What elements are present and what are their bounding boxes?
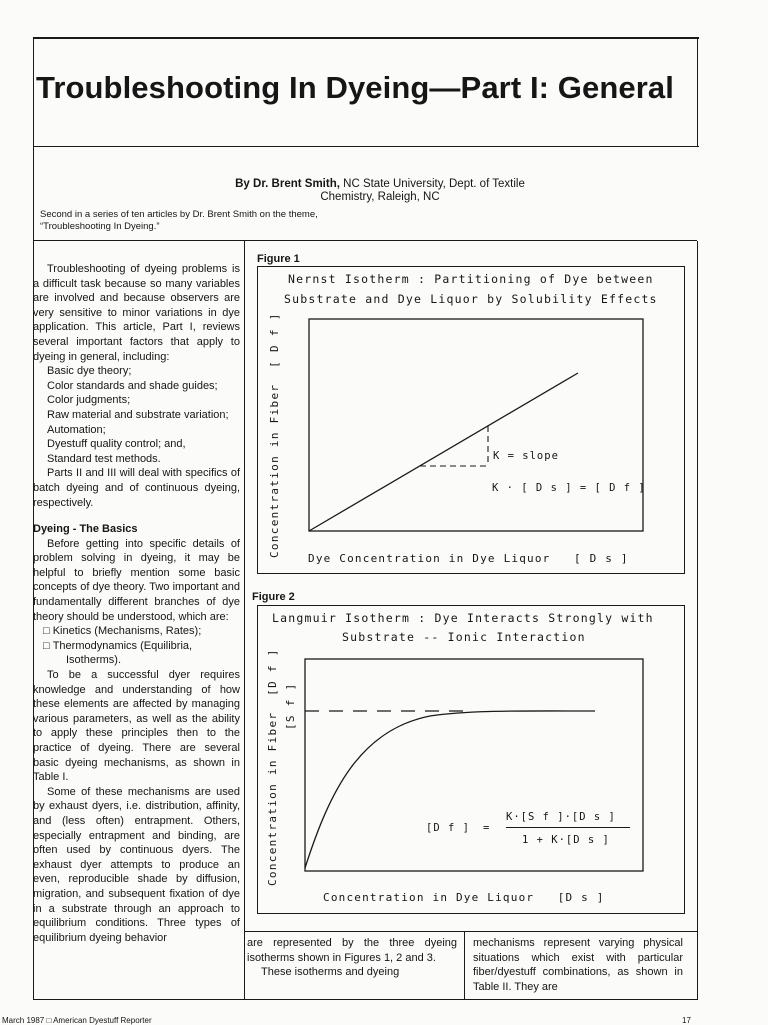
- figure2-eq-left: [D f ]: [426, 822, 470, 834]
- topic-list-item: Raw material and substrate variation;: [47, 408, 229, 421]
- figure1-x-axis-text: Dye Concentration in Dye Liquor: [308, 552, 551, 565]
- figure2-eq-denominator: 1 + K·[D s ]: [522, 834, 610, 846]
- paragraph-isotherms: are represented by the three dyeing isotherms shown in Figures 1, 2 and 3.: [247, 937, 457, 964]
- paragraph-parts: Parts II and III will deal with specifics of batch dyeing and of continuous dyeing, respectively.: [33, 467, 240, 509]
- checkbox-icon: □: [43, 639, 53, 652]
- paragraph-intro: Troubleshooting of dyeing problems is a difficult task because so many variables are involved and because observers are very sensitive to minor variations in dye application. This article, Part I, reviews several important factors that apply to dyeing in general, including:: [33, 263, 240, 363]
- series-note-line1: Second in a series of ten articles by Dr. Brent Smith on the theme,: [40, 209, 318, 220]
- figure1-title-line2: Substrate and Dye Liquor by Solubility Effects: [284, 292, 658, 306]
- figure1-title-line1: Nernst Isotherm : Partitioning of Dye between: [288, 272, 654, 286]
- figure1-equation: K · [ D s ] = [ D f ]: [492, 482, 646, 494]
- topic-list-item: Automation;: [47, 423, 106, 436]
- figure2-x-symbol: [D s ]: [557, 891, 605, 904]
- footer-journal: March 1987 □ American Dyestuff Reporter: [2, 1016, 152, 1025]
- figure2-y-symbol: [D f ]: [266, 648, 279, 696]
- topic-list-item: Color standards and shade guides;: [47, 379, 218, 392]
- article-title: Troubleshooting In Dyeing—Part I: General: [36, 70, 674, 105]
- topic-list-item: Basic dye theory;: [47, 365, 132, 378]
- body-column-3: [473, 936, 683, 994]
- figure2-title-line2: Substrate -- Ionic Interaction: [342, 630, 586, 644]
- paragraph-isotherms-cont: These isotherms and dyeing: [261, 966, 400, 978]
- figure2-label: Figure 2: [252, 591, 295, 603]
- figure2-y-axis-text: Concentration in Fiber: [266, 711, 279, 886]
- paragraph-basics: Before getting into specific details of problem solving in dyeing, it may be helpful to briefly mention some basic concepts of dye theory. Two important and fundamentally different branches of dye theory should be understood, which are:: [33, 537, 240, 623]
- body-column-2: [247, 936, 457, 980]
- topic-list-item: Color judgments;: [47, 394, 131, 407]
- paragraph-fiber-combinations: mechanisms represent varying physical situations which exist with particular fiber/dyestuff combinations, as shown in Table II. They are: [473, 937, 683, 993]
- figure2-saturation-label: [S f ]: [284, 682, 297, 730]
- figure2-x-axis-label: [323, 891, 605, 904]
- bullet-thermodynamics-cont: Isotherms).: [66, 654, 122, 667]
- figure1-y-symbol: [ D f ]: [268, 312, 281, 368]
- figure1-slope-label: K = slope: [493, 450, 559, 462]
- figure1-x-symbol: [ D s ]: [573, 552, 629, 565]
- checkbox-icon: □: [43, 625, 53, 638]
- bullet-kinetics-text: Kinetics (Mechanisms, Rates);: [52, 625, 202, 638]
- author-affiliation-line2: Chemistry, Raleigh, NC: [320, 191, 440, 203]
- figure2-fraction-bar: [506, 827, 630, 828]
- series-note-line2: “Troubleshooting In Dyeing.”: [40, 221, 160, 232]
- figure1-y-axis-text: Concentration in Fiber: [268, 383, 281, 558]
- topic-list-item: Standard test methods.: [47, 452, 161, 465]
- figure2-eq-numerator: K·[S f ]·[D s ]: [506, 811, 616, 823]
- paragraph-mechanisms: Some of these mechanisms are used by exhaust dyers, i.e. distribution, affinity, and (less often) entrapment. Others, especially entrapment and binding, are often used by continuous dyers. The exhaust dyer attempts to produce an even, reproducible shade by diffusion, migration, and subsequent fixation of dye in a substrate through an approach to equilibrium conditions. Three types of equilibrium dyeing behavior: [33, 785, 240, 944]
- figure2-x-axis-text: Concentration in Dye Liquor: [323, 891, 535, 904]
- figure1-label: Figure 1: [257, 253, 300, 265]
- author-name: By Dr. Brent Smith,: [235, 178, 340, 190]
- section-heading: Dyeing - The Basics: [33, 523, 138, 536]
- bullet-thermo-text: Thermodynamics (Equilibria,: [52, 639, 193, 652]
- author-affiliation: NC State University, Dept. of Textile: [339, 178, 525, 190]
- figure2-title-line1: Langmuir Isotherm : Dye Interacts Strongly with: [272, 611, 654, 625]
- page-number: 17: [682, 1016, 691, 1025]
- paragraph-dyer: To be a successful dyer requires knowledge and understanding of how these elements are affected by managing various parameters, as well as the ability to apply these principles then to the practice of dyeing. There are several basic dyeing mechanisms, as shown in Table I.: [33, 669, 240, 784]
- figure2-eq-equals: =: [483, 822, 491, 834]
- topic-list-item: Dyestuff quality control; and,: [47, 438, 186, 451]
